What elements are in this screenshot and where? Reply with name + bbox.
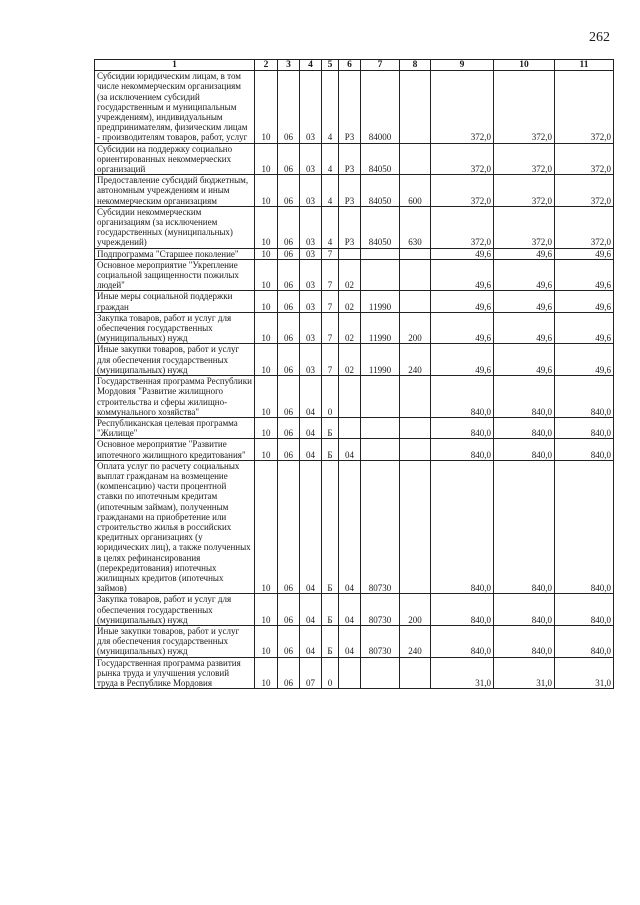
code-col-6-cell: Р3 [339, 175, 361, 207]
code-col-2-cell: 10 [255, 344, 278, 376]
amount-col-11-cell: 49,6 [555, 291, 614, 312]
amount-col-11-cell: 840,0 [555, 439, 614, 460]
table-body [95, 71, 614, 689]
code-col-8-cell [400, 259, 431, 291]
code-col-4-cell: 03 [300, 143, 322, 175]
code-col-5-cell: 4 [322, 143, 339, 175]
amount-col-10-cell: 49,6 [494, 291, 555, 312]
table-row [95, 594, 614, 626]
item-name-cell: Иные закупки товаров, работ и услуг для обеспечения государственных (муниципальных) нужд [95, 625, 255, 657]
code-col-7-cell [361, 376, 400, 418]
amount-col-11-cell: 840,0 [555, 376, 614, 418]
item-name-cell: Субсидии некоммерческим организациям (за исключением государственных (муниципальных) учреждений) [95, 206, 255, 248]
code-col-5-cell: Б [322, 439, 339, 460]
amount-col-9-cell: 840,0 [431, 625, 494, 657]
code-col-2-cell: 10 [255, 291, 278, 312]
amount-col-9-cell: 840,0 [431, 460, 494, 594]
code-col-5-cell: Б [322, 417, 339, 438]
code-col-4-cell: 04 [300, 439, 322, 460]
code-col-2-cell: 10 [255, 259, 278, 291]
column-header: 7 [361, 60, 400, 71]
code-col-7-cell: 11990 [361, 291, 400, 312]
code-col-3-cell: 06 [278, 657, 300, 689]
code-col-5-cell: 7 [322, 248, 339, 259]
code-col-6-cell: 02 [339, 291, 361, 312]
code-col-4-cell: 03 [300, 291, 322, 312]
amount-col-11-cell: 49,6 [555, 248, 614, 259]
item-name-cell: Государственная программа Республики Мордовия "Развитие жилищного строительства и сферы жилищно-коммунального хозяйства" [95, 376, 255, 418]
amount-col-10-cell: 49,6 [494, 344, 555, 376]
table-row [95, 206, 614, 248]
column-header: 2 [255, 60, 278, 71]
code-col-3-cell: 06 [278, 312, 300, 344]
code-col-8-cell [400, 439, 431, 460]
code-col-3-cell: 06 [278, 175, 300, 207]
code-col-7-cell: 80730 [361, 594, 400, 626]
amount-col-10-cell: 49,6 [494, 259, 555, 291]
code-col-2-cell: 10 [255, 657, 278, 689]
code-col-5-cell: 4 [322, 71, 339, 143]
table-row [95, 259, 614, 291]
code-col-5-cell: 7 [322, 291, 339, 312]
code-col-8-cell [400, 417, 431, 438]
table-row [95, 344, 614, 376]
amount-col-9-cell: 840,0 [431, 439, 494, 460]
amount-col-11-cell: 840,0 [555, 460, 614, 594]
table-row [95, 657, 614, 689]
code-col-6-cell: Р3 [339, 71, 361, 143]
code-col-5-cell: Б [322, 594, 339, 626]
amount-col-9-cell: 840,0 [431, 594, 494, 626]
column-header: 4 [300, 60, 322, 71]
code-col-4-cell: 04 [300, 417, 322, 438]
code-col-5-cell: 7 [322, 259, 339, 291]
code-col-3-cell: 06 [278, 439, 300, 460]
code-col-7-cell: 84050 [361, 143, 400, 175]
code-col-3-cell: 06 [278, 71, 300, 143]
table-row [95, 71, 614, 143]
item-name-cell: Государственная программа развития рынка труда и улучшения условий труда в Республике Мордовия [95, 657, 255, 689]
column-header: 3 [278, 60, 300, 71]
code-col-3-cell: 06 [278, 460, 300, 594]
code-col-2-cell: 10 [255, 175, 278, 207]
amount-col-9-cell: 372,0 [431, 206, 494, 248]
budget-table [94, 59, 614, 689]
amount-col-10-cell: 372,0 [494, 143, 555, 175]
code-col-2-cell: 10 [255, 143, 278, 175]
amount-col-11-cell: 372,0 [555, 175, 614, 207]
code-col-5-cell: 0 [322, 657, 339, 689]
code-col-3-cell: 06 [278, 259, 300, 291]
table-row [95, 376, 614, 418]
table-row [95, 417, 614, 438]
code-col-6-cell [339, 376, 361, 418]
amount-col-11-cell: 31,0 [555, 657, 614, 689]
code-col-7-cell [361, 439, 400, 460]
code-col-3-cell: 06 [278, 248, 300, 259]
code-col-4-cell: 03 [300, 248, 322, 259]
code-col-8-cell [400, 248, 431, 259]
amount-col-10-cell: 372,0 [494, 175, 555, 207]
column-header: 9 [431, 60, 494, 71]
amount-col-11-cell: 840,0 [555, 625, 614, 657]
code-col-6-cell: Р3 [339, 206, 361, 248]
code-col-4-cell: 07 [300, 657, 322, 689]
code-col-4-cell: 04 [300, 594, 322, 626]
amount-col-9-cell: 49,6 [431, 312, 494, 344]
code-col-7-cell [361, 248, 400, 259]
code-col-3-cell: 06 [278, 291, 300, 312]
amount-col-9-cell: 49,6 [431, 248, 494, 259]
code-col-2-cell: 10 [255, 439, 278, 460]
item-name-cell: Закупка товаров, работ и услуг для обеспечения государственных (муниципальных) нужд [95, 594, 255, 626]
code-col-8-cell: 240 [400, 625, 431, 657]
amount-col-10-cell: 372,0 [494, 206, 555, 248]
item-name-cell: Иные закупки товаров, работ и услуг для обеспечения государственных (муниципальных) нужд [95, 344, 255, 376]
code-col-6-cell: 04 [339, 594, 361, 626]
amount-col-9-cell: 31,0 [431, 657, 494, 689]
code-col-5-cell: 0 [322, 376, 339, 418]
code-col-4-cell: 03 [300, 344, 322, 376]
code-col-6-cell [339, 657, 361, 689]
table-row [95, 439, 614, 460]
code-col-7-cell: 84050 [361, 175, 400, 207]
item-name-cell: Подпрограмма "Старшее поколение" [95, 248, 255, 259]
code-col-6-cell: 04 [339, 460, 361, 594]
amount-col-10-cell: 840,0 [494, 625, 555, 657]
table-row [95, 312, 614, 344]
code-col-6-cell [339, 417, 361, 438]
amount-col-9-cell: 372,0 [431, 143, 494, 175]
code-col-8-cell: 630 [400, 206, 431, 248]
amount-col-10-cell: 372,0 [494, 71, 555, 143]
code-col-8-cell: 600 [400, 175, 431, 207]
item-name-cell: Субсидии юридическим лицам, в том числе некоммерческим организациям (за исключением субсидий государственным и муниципальным учреждениям), индивидуальным предпринимателям, физическим лицам - производителям товаров, работ, услуг [95, 71, 255, 143]
table-row [95, 291, 614, 312]
amount-col-11-cell: 49,6 [555, 312, 614, 344]
amount-col-9-cell: 49,6 [431, 344, 494, 376]
code-col-2-cell: 10 [255, 625, 278, 657]
code-col-6-cell: 02 [339, 344, 361, 376]
code-col-2-cell: 10 [255, 460, 278, 594]
code-col-6-cell: 02 [339, 312, 361, 344]
column-header: 1 [95, 60, 255, 71]
code-col-3-cell: 06 [278, 344, 300, 376]
code-col-2-cell: 10 [255, 594, 278, 626]
code-col-6-cell: Р3 [339, 143, 361, 175]
code-col-4-cell: 04 [300, 376, 322, 418]
code-col-6-cell [339, 248, 361, 259]
amount-col-11-cell: 49,6 [555, 344, 614, 376]
code-col-5-cell: Б [322, 625, 339, 657]
code-col-8-cell [400, 460, 431, 594]
code-col-7-cell [361, 657, 400, 689]
item-name-cell: Основное мероприятие "Развитие ипотечного жилищного кредитования" [95, 439, 255, 460]
item-name-cell: Иные меры социальной поддержки граждан [95, 291, 255, 312]
code-col-7-cell: 84050 [361, 206, 400, 248]
code-col-2-cell: 10 [255, 376, 278, 418]
amount-col-11-cell: 840,0 [555, 594, 614, 626]
code-col-3-cell: 06 [278, 143, 300, 175]
code-col-4-cell: 03 [300, 71, 322, 143]
code-col-3-cell: 06 [278, 625, 300, 657]
code-col-6-cell: 02 [339, 259, 361, 291]
code-col-4-cell: 03 [300, 206, 322, 248]
table-row [95, 625, 614, 657]
amount-col-10-cell: 840,0 [494, 376, 555, 418]
code-col-8-cell: 200 [400, 594, 431, 626]
header-row [95, 60, 614, 71]
code-col-8-cell [400, 143, 431, 175]
amount-col-10-cell: 840,0 [494, 417, 555, 438]
code-col-8-cell [400, 376, 431, 418]
code-col-6-cell: 04 [339, 625, 361, 657]
item-name-cell: Предоставление субсидий бюджетным, автономным учреждениям и иным некоммерческим организациям [95, 175, 255, 207]
code-col-8-cell [400, 71, 431, 143]
code-col-6-cell: 04 [339, 439, 361, 460]
code-col-7-cell: 11990 [361, 312, 400, 344]
amount-col-11-cell: 372,0 [555, 206, 614, 248]
code-col-2-cell: 10 [255, 417, 278, 438]
code-col-2-cell: 10 [255, 206, 278, 248]
amount-col-9-cell: 840,0 [431, 417, 494, 438]
code-col-2-cell: 10 [255, 312, 278, 344]
code-col-7-cell: 80730 [361, 625, 400, 657]
code-col-4-cell: 03 [300, 259, 322, 291]
amount-col-11-cell: 372,0 [555, 71, 614, 143]
code-col-4-cell: 03 [300, 175, 322, 207]
code-col-5-cell: 7 [322, 312, 339, 344]
code-col-8-cell: 240 [400, 344, 431, 376]
code-col-2-cell: 10 [255, 71, 278, 143]
item-name-cell: Основное мероприятие "Укрепление социальной защищенности пожилых людей" [95, 259, 255, 291]
amount-col-10-cell: 49,6 [494, 312, 555, 344]
item-name-cell: Субсидии на поддержку социально ориентированных некоммерческих организаций [95, 143, 255, 175]
amount-col-11-cell: 49,6 [555, 259, 614, 291]
column-header: 5 [322, 60, 339, 71]
code-col-3-cell: 06 [278, 376, 300, 418]
column-header: 10 [494, 60, 555, 71]
code-col-7-cell: 84000 [361, 71, 400, 143]
code-col-3-cell: 06 [278, 206, 300, 248]
page-number: 262 [589, 30, 610, 45]
code-col-7-cell [361, 417, 400, 438]
amount-col-10-cell: 840,0 [494, 594, 555, 626]
code-col-8-cell [400, 657, 431, 689]
item-name-cell: Оплата услуг по расчету социальных выплат гражданам на возмещение (компенсацию) части процентной ставки по ипотечным кредитам (ипотечным займам), полученным гражданами на приобретение или строительство жилья в российских кредитных организациях (у юридических лиц), а также полученных в целях рефинансирования (перекредитования) ипотечных жилищных кредитов (ипотечных займов) [95, 460, 255, 594]
amount-col-9-cell: 372,0 [431, 175, 494, 207]
amount-col-10-cell: 840,0 [494, 460, 555, 594]
table-row [95, 143, 614, 175]
code-col-4-cell: 03 [300, 312, 322, 344]
code-col-5-cell: 4 [322, 175, 339, 207]
amount-col-9-cell: 372,0 [431, 71, 494, 143]
table-row [95, 175, 614, 207]
column-header: 6 [339, 60, 361, 71]
table-row [95, 248, 614, 259]
amount-col-11-cell: 840,0 [555, 417, 614, 438]
code-col-5-cell: 4 [322, 206, 339, 248]
code-col-7-cell [361, 259, 400, 291]
code-col-4-cell: 04 [300, 625, 322, 657]
code-col-2-cell: 10 [255, 248, 278, 259]
column-header: 8 [400, 60, 431, 71]
code-col-8-cell [400, 291, 431, 312]
amount-col-9-cell: 49,6 [431, 291, 494, 312]
code-col-8-cell: 200 [400, 312, 431, 344]
amount-col-10-cell: 49,6 [494, 248, 555, 259]
code-col-5-cell: Б [322, 460, 339, 594]
code-col-7-cell: 80730 [361, 460, 400, 594]
code-col-3-cell: 06 [278, 417, 300, 438]
code-col-4-cell: 04 [300, 460, 322, 594]
table-row [95, 460, 614, 594]
item-name-cell: Республиканская целевая программа "Жилище" [95, 417, 255, 438]
code-col-7-cell: 11990 [361, 344, 400, 376]
amount-col-9-cell: 49,6 [431, 259, 494, 291]
code-col-3-cell: 06 [278, 594, 300, 626]
item-name-cell: Закупка товаров, работ и услуг для обеспечения государственных (муниципальных) нужд [95, 312, 255, 344]
code-col-5-cell: 7 [322, 344, 339, 376]
amount-col-10-cell: 31,0 [494, 657, 555, 689]
amount-col-10-cell: 840,0 [494, 439, 555, 460]
column-header: 11 [555, 60, 614, 71]
amount-col-9-cell: 840,0 [431, 376, 494, 418]
amount-col-11-cell: 372,0 [555, 143, 614, 175]
